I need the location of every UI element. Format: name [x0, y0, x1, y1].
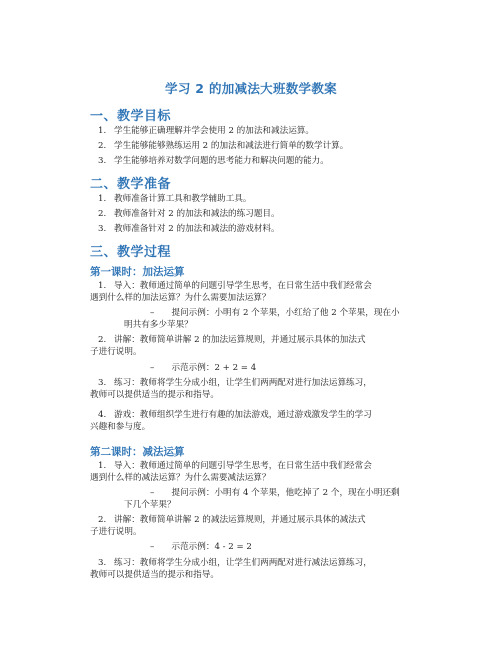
- section-heading-prep: 二、教学准备: [90, 177, 172, 192]
- paragraph-practice: [90, 557, 450, 569]
- list-number: 3.: [98, 156, 107, 166]
- document-title: 学习 2 的加减法大班数学教案: [165, 81, 337, 96]
- list-number: 1.: [98, 126, 107, 136]
- list-number: 2.: [98, 335, 107, 345]
- paragraph-intro: [90, 460, 450, 472]
- list-item: [90, 223, 440, 235]
- lesson-heading-addition: 第一课时：加法运算: [90, 266, 185, 278]
- list-number: 2.: [98, 141, 107, 151]
- list-number: 3.: [98, 378, 107, 388]
- list-text: 学生能够培养对数学问题的思考能力和解决问题的能力。: [114, 156, 329, 166]
- paragraph-continuation: 兴趣和参与度。: [90, 422, 151, 432]
- paragraph-continuation: 遇到什么样的加法运算？为什么需要加法运算？: [90, 293, 271, 303]
- paragraph-text: 讲解：教师简单讲解 2 的减法运算规则，并通过展示具体的减法式: [114, 515, 366, 525]
- example-question: – 提问示例：小明有 2 个苹果，小红给了他 2 个苹果，现在小: [150, 308, 400, 318]
- list-number: 2.: [98, 209, 107, 219]
- paragraph-text: 导入：教师通过简单的问题引导学生思考，在日常生活中我们经常会: [114, 461, 372, 471]
- list-number: 3.: [98, 558, 107, 568]
- paragraph-continuation: 教师可以提供适当的提示和指导。: [90, 390, 219, 400]
- example-demo: – 示范示例：4 - 2 = 2: [150, 542, 252, 552]
- list-text: 学生能够能够熟练运用 2 的加法和减法进行简单的数学计算。: [114, 141, 349, 151]
- example-continuation: 下几个苹果？: [124, 500, 176, 510]
- list-number: 3.: [98, 224, 107, 234]
- paragraph-continuation: 教师可以提供适当的提示和指导。: [90, 570, 219, 580]
- list-item: [90, 125, 440, 137]
- list-item: [90, 140, 440, 152]
- paragraph-explain: [90, 514, 450, 526]
- list-text: 教师准备针对 2 的加法和减法的游戏材料。: [114, 224, 280, 234]
- paragraph-practice: [90, 377, 450, 389]
- list-text: 教师准备计算工具和教学辅助工具。: [114, 194, 252, 204]
- section-heading-process: 三、教学过程: [90, 245, 172, 260]
- paragraph-continuation: 子进行说明。: [90, 527, 142, 537]
- list-number: 1.: [98, 461, 107, 471]
- example-demo: – 示范示例：2 + 2 = 4: [150, 363, 257, 373]
- section-heading-goals: 一、教学目标: [90, 109, 172, 124]
- paragraph-text: 游戏：教师组织学生进行有趣的加法游戏，通过游戏激发学生的学习: [114, 410, 372, 420]
- paragraph-explain: [90, 334, 450, 346]
- paragraph-text: 讲解：教师简单讲解 2 的加法运算规则，并通过展示具体的加法式: [114, 335, 366, 345]
- paragraph-text: 练习：教师将学生分成小组，让学生们两两配对进行减法运算练习，: [114, 558, 372, 568]
- paragraph-continuation: 遇到什么样的减法运算？为什么需要减法运算？: [90, 473, 271, 483]
- lesson-heading-subtraction: 第二课时：减法运算: [90, 446, 185, 458]
- paragraph-text: 导入：教师通过简单的问题引导学生思考，在日常生活中我们经常会: [114, 281, 372, 291]
- list-item: [90, 155, 440, 167]
- list-item: [90, 208, 440, 220]
- list-number: 4.: [98, 410, 107, 420]
- paragraph-text: 练习：教师将学生分成小组，让学生们两两配对进行加法运算练习，: [114, 378, 372, 388]
- list-number: 1.: [98, 194, 107, 204]
- paragraph-game: [90, 409, 450, 421]
- paragraph-intro: [90, 280, 450, 292]
- list-text: 学生能够正确理解并学会使用 2 的加法和减法运算。: [114, 126, 314, 136]
- list-text: 教师准备针对 2 的加法和减法的练习题目。: [114, 209, 280, 219]
- paragraph-continuation: 子进行说明。: [90, 347, 142, 357]
- list-number: 1.: [98, 281, 107, 291]
- example-question: – 提问示例：小明有 4 个苹果，他吃掉了 2 个，现在小明还剩: [150, 488, 400, 498]
- list-item: [90, 193, 440, 205]
- example-continuation: 明共有多少苹果？: [124, 320, 193, 330]
- list-number: 2.: [98, 515, 107, 525]
